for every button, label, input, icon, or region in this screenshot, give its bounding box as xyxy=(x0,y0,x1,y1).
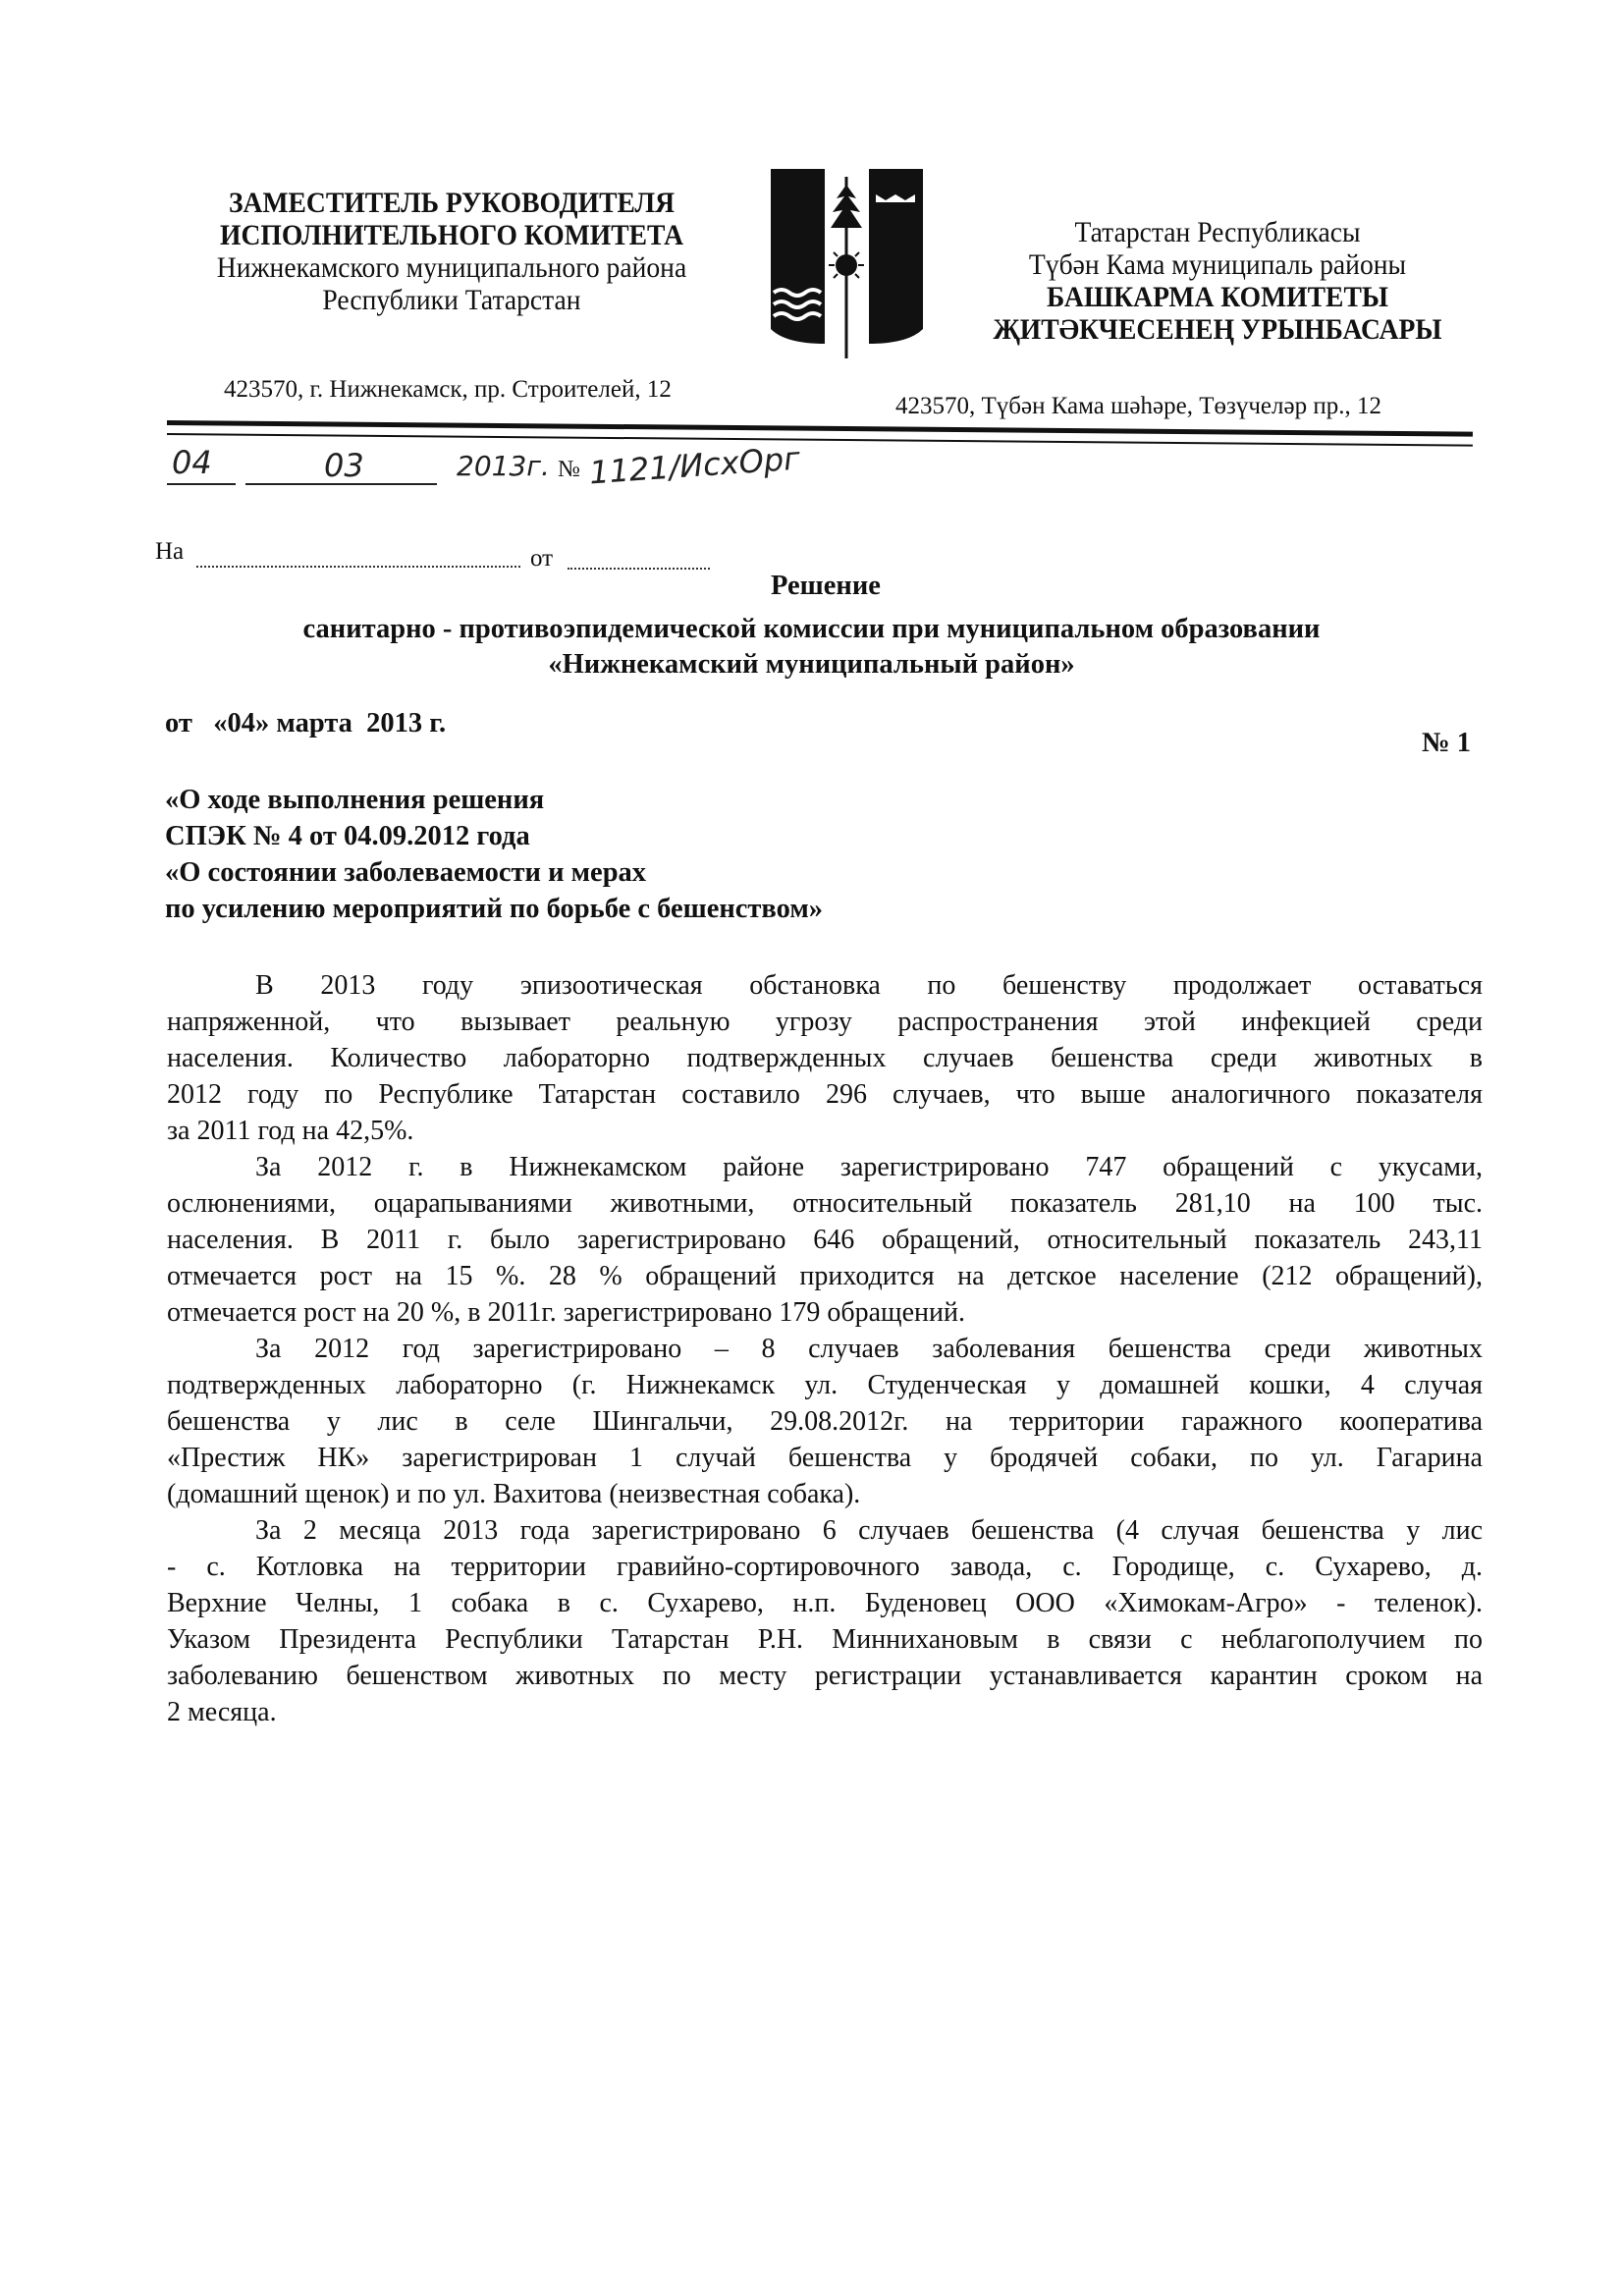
body-line: Указом Президента Республики Татарстан Р.Н. Миннихановым в связи с неблагополучием по xyxy=(167,1624,1483,1655)
letterhead-right-line: ҖИТӘКЧЕСЕНЕҢ УРЫНБАСАРЫ xyxy=(993,313,1442,346)
letterhead-right-line: Түбән Кама муниципаль районы xyxy=(1028,248,1407,281)
decision-subtitle-district: «Нижнекамский муниципальный район» xyxy=(548,649,1075,680)
body-line: (домашний щенок) и по ул. Вахитова (неизвестная собака). xyxy=(167,1479,861,1509)
letterhead-left-line: Нижнекамского муниципального района xyxy=(216,251,687,284)
subject-line: по усилению мероприятий по борьбе с бешенством» xyxy=(165,894,824,924)
address-left: 423570, г. Нижнекамск, пр. Строителей, 12 xyxy=(224,376,672,403)
outgoing-month: 03 xyxy=(324,447,364,484)
subject-line: «О состоянии заболеваемости и мерах xyxy=(165,857,647,888)
letterhead-left-line: ИСПОЛНИТЕЛЬНОГО КОМИТЕТА xyxy=(219,219,683,251)
subject-line: «О ходе выполнения решения xyxy=(165,785,545,815)
letterhead-left-line: ЗАМЕСТИТЕЛЬ РУКОВОДИТЕЛЯ xyxy=(228,187,676,219)
reference-number-field xyxy=(196,566,520,568)
subject-block xyxy=(165,782,823,927)
letterhead-divider-thin xyxy=(167,433,1473,447)
body-line: отмечается рост на 15 %. 28 % обращений приходится на детское население (212 обращений), xyxy=(167,1261,1483,1291)
body-line: ослюнениями, оцарапываниями животными, относительный показатель 281,10 на 100 тыс. xyxy=(167,1188,1483,1219)
reference-date-field xyxy=(568,568,710,570)
body-line: напряженной, что вызывает реальную угрозу распространения этой инфекцией среди xyxy=(167,1007,1483,1037)
body-line: За 2012 г. в Нижнекамском районе зарегистрировано 747 обращений с укусами, xyxy=(255,1152,1483,1182)
outgoing-year: 2013г. xyxy=(457,450,550,482)
outgoing-number: 1121/ИсхОрг xyxy=(587,439,802,492)
letterhead-right-line: Татарстан Республикасы xyxy=(1074,216,1361,248)
body-paragraph xyxy=(167,1149,1483,1331)
body-line: заболеванию бешенством животных по месту регистрации устанавливается карантин сроком на xyxy=(167,1661,1483,1691)
reference-na-label: На xyxy=(155,538,185,565)
body-line: В 2013 году эпизоотическая обстановка по бешенству продолжает оставаться xyxy=(255,970,1483,1001)
decision-number: № 1 xyxy=(1422,728,1472,758)
letterhead-right-line: БАШКАРМА КОМИТЕТЫ xyxy=(1047,281,1388,313)
body-paragraph xyxy=(167,1512,1483,1730)
body-line: «Престиж НК» зарегистрирован 1 случай бешенства у бродячей собаки, по ул. Гагарина xyxy=(167,1443,1483,1473)
body-line: подтвержденных лабораторно (г. Нижнекамск ул. Студенческая у домашней кошки, 4 случая xyxy=(167,1370,1483,1400)
letterhead-left xyxy=(172,187,731,316)
address-right: 423570, Түбән Кама шәһәре, Төзүчеләр пр., 12 xyxy=(895,393,1381,419)
body-paragraph xyxy=(167,1331,1483,1512)
body-paragraph xyxy=(167,967,1483,1149)
decision-body xyxy=(167,967,1483,1730)
subject-line: СПЭК № 4 от 04.09.2012 года xyxy=(165,821,530,851)
body-line: за 2011 год на 42,5%. xyxy=(167,1116,414,1146)
body-line: Верхние Челны, 1 собака в с. Сухарево, н.п. Буденовец ООО «Химокам-Агро» - теленок). xyxy=(167,1588,1483,1618)
body-line: населения. Количество лабораторно подтвержденных случаев бешенства среди животных в xyxy=(167,1043,1483,1073)
letterhead-right xyxy=(964,216,1470,346)
body-line: 2 месяца. xyxy=(167,1697,277,1727)
body-line: За 2012 год зарегистрировано – 8 случаев заболевания бешенства среди животных xyxy=(255,1334,1483,1364)
underline xyxy=(167,483,236,485)
reference-ot-label: от xyxy=(530,545,554,572)
decision-title: Решение xyxy=(771,571,881,601)
decision-date: от «04» марта 2013 г. xyxy=(165,708,447,738)
body-line: бешенства у лис в селе Шингальчи, 29.08.2012г. на территории гаражного кооператива xyxy=(167,1406,1483,1437)
body-line: 2012 году по Республике Татарстан составило 296 случаев, что выше аналогичного показателя xyxy=(167,1079,1483,1110)
coat-of-arms-emblem xyxy=(766,167,933,363)
body-line: отмечается рост на 20 %, в 2011г. зарегистрировано 179 обращений. xyxy=(167,1297,965,1328)
decision-subtitle: санитарно - противоэпидемической комиссии при муниципальном образовании xyxy=(302,614,1321,644)
body-line: За 2 месяца 2013 года зарегистрировано 6 случаев бешенства (4 случая бешенства у лис xyxy=(255,1515,1483,1546)
outgoing-day: 04 xyxy=(172,444,212,481)
body-line: населения. В 2011 г. было зарегистрировано 646 обращений, относительный показатель 243,11 xyxy=(167,1225,1483,1255)
letterhead-left-line: Республики Татарстан xyxy=(322,284,581,316)
body-line: - с. Котловка на территории гравийно-сортировочного завода, с. Городище, с. Сухарево, д. xyxy=(167,1552,1483,1582)
outgoing-number-sign: № xyxy=(558,457,580,482)
